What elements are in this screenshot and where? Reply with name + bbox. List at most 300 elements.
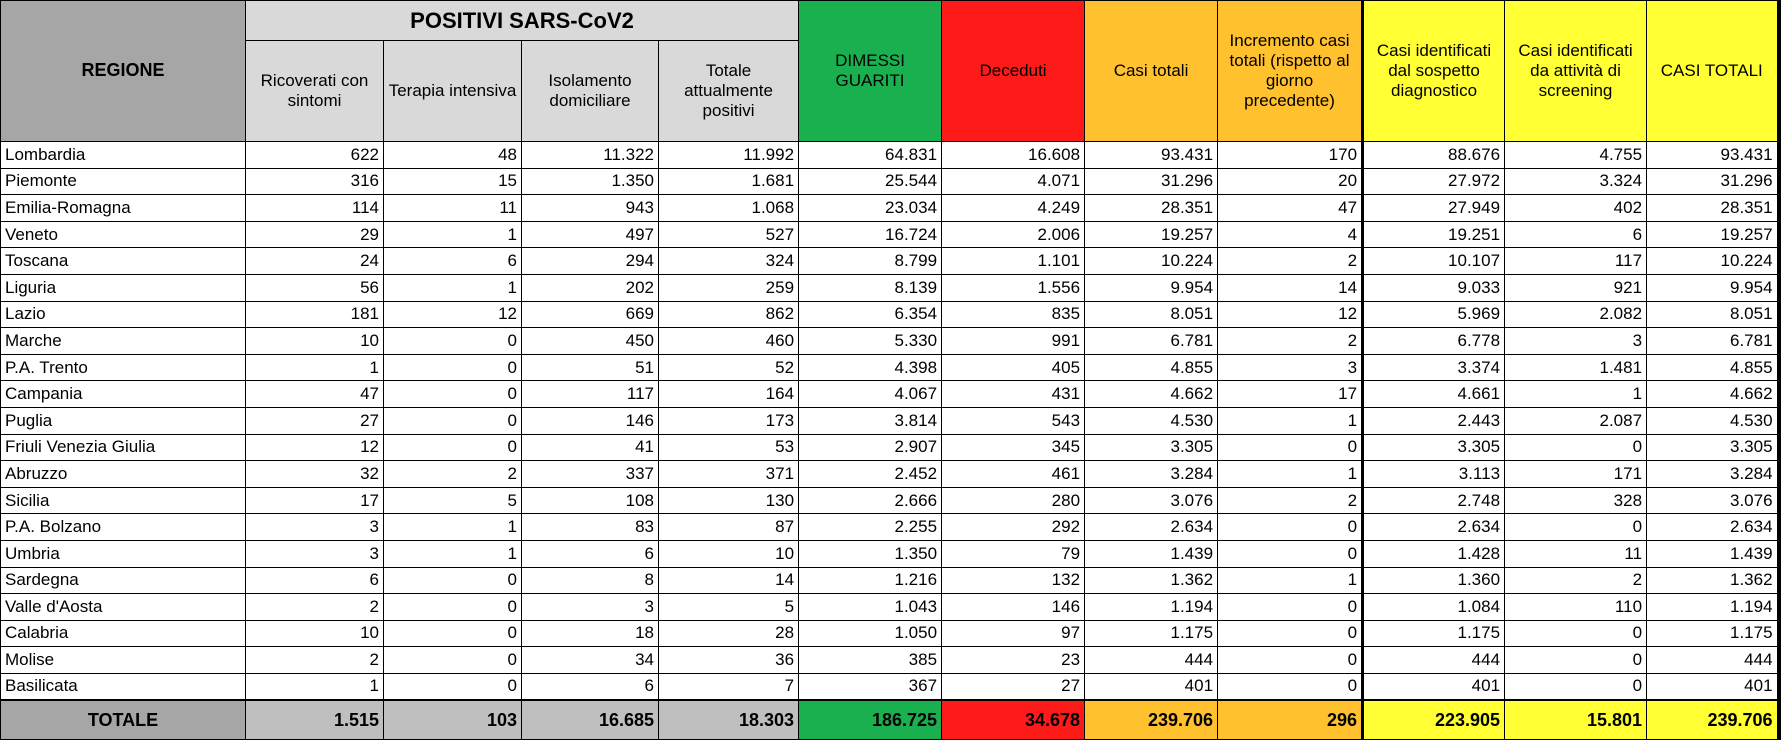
table-cell: 8.051	[1085, 301, 1218, 328]
table-cell: 4.755	[1505, 142, 1647, 169]
header-casi-totali: Casi totali	[1085, 1, 1218, 142]
table-row	[1, 540, 1779, 567]
table-cell: 56	[246, 274, 384, 301]
table-cell: 1.194	[1085, 594, 1218, 621]
table-row	[1, 301, 1779, 328]
table-row	[1, 407, 1779, 434]
table-cell: 3.305	[1085, 434, 1218, 461]
table-cell: 444	[1647, 647, 1779, 674]
header-deceduti: Deceduti	[942, 1, 1085, 142]
header-incremento: Incremento casi totali (rispetto al giorno precedente)	[1218, 1, 1363, 142]
table-cell: 2.452	[799, 461, 942, 488]
table-cell: 9.954	[1085, 274, 1218, 301]
table-cell: 622	[246, 142, 384, 169]
table-cell: 0	[384, 567, 522, 594]
table-cell: 170	[1218, 142, 1363, 169]
table-cell: 3.076	[1647, 487, 1779, 514]
header-screening: Casi identificati da attività di screening	[1505, 1, 1647, 142]
table-cell: 114	[246, 195, 384, 222]
region-name: Sardegna	[1, 567, 246, 594]
table-cell: 3.284	[1647, 461, 1779, 488]
table-cell: 292	[942, 514, 1085, 541]
totals-cell: 239.706	[1647, 700, 1779, 740]
table-cell: 328	[1505, 487, 1647, 514]
region-name: Puglia	[1, 407, 246, 434]
header-casi-totali-caps: CASI TOTALI	[1647, 1, 1779, 142]
table-cell: 2	[1505, 567, 1647, 594]
table-cell: 0	[384, 354, 522, 381]
table-cell: 202	[522, 274, 659, 301]
table-cell: 11	[384, 195, 522, 222]
table-cell: 10	[246, 328, 384, 355]
table-cell: 181	[246, 301, 384, 328]
table-cell: 18	[522, 620, 659, 647]
table-cell: 1.350	[799, 540, 942, 567]
table-cell: 19.257	[1647, 221, 1779, 248]
totals-cell: 239.706	[1085, 700, 1218, 740]
table-cell: 1	[1218, 461, 1363, 488]
table-cell: 460	[659, 328, 799, 355]
table-cell: 8	[522, 567, 659, 594]
table-cell: 4.855	[1085, 354, 1218, 381]
table-cell: 3.305	[1363, 434, 1505, 461]
table-cell: 0	[1505, 434, 1647, 461]
table-cell: 41	[522, 434, 659, 461]
table-cell: 280	[942, 487, 1085, 514]
table-cell: 0	[1218, 540, 1363, 567]
table-cell: 6	[522, 540, 659, 567]
table-cell: 5	[384, 487, 522, 514]
table-cell: 6.781	[1647, 328, 1779, 355]
table-cell: 0	[384, 647, 522, 674]
table-cell: 9.954	[1647, 274, 1779, 301]
table-cell: 171	[1505, 461, 1647, 488]
totals-cell: 15.801	[1505, 700, 1647, 740]
region-name: Calabria	[1, 620, 246, 647]
region-name: Marche	[1, 328, 246, 355]
table-cell: 1.556	[942, 274, 1085, 301]
table-cell: 173	[659, 407, 799, 434]
table-cell: 0	[1505, 620, 1647, 647]
table-cell: 0	[384, 328, 522, 355]
table-cell: 108	[522, 487, 659, 514]
table-cell: 3	[246, 540, 384, 567]
table-cell: 0	[384, 673, 522, 700]
table-row	[1, 381, 1779, 408]
table-cell: 132	[942, 567, 1085, 594]
table-row	[1, 434, 1779, 461]
table-cell: 2.255	[799, 514, 942, 541]
table-cell: 32	[246, 461, 384, 488]
table-cell: 27.949	[1363, 195, 1505, 222]
table-cell: 11	[1505, 540, 1647, 567]
table-cell: 1.216	[799, 567, 942, 594]
table-cell: 27.972	[1363, 168, 1505, 195]
table-cell: 1.439	[1647, 540, 1779, 567]
table-row	[1, 195, 1779, 222]
table-cell: 3.374	[1363, 354, 1505, 381]
header-positivi-group: POSITIVI SARS-CoV2	[246, 1, 799, 41]
table-cell: 4.530	[1085, 407, 1218, 434]
table-cell: 1	[1218, 407, 1363, 434]
table-cell: 259	[659, 274, 799, 301]
table-cell: 835	[942, 301, 1085, 328]
totals-cell: 1.515	[246, 700, 384, 740]
table-cell: 28.351	[1085, 195, 1218, 222]
table-cell: 2	[1218, 487, 1363, 514]
table-cell: 47	[1218, 195, 1363, 222]
table-cell: 31.296	[1647, 168, 1779, 195]
table-cell: 10	[659, 540, 799, 567]
table-cell: 2	[1218, 328, 1363, 355]
table-cell: 4.067	[799, 381, 942, 408]
totals-row	[1, 700, 1779, 740]
table-cell: 1.481	[1505, 354, 1647, 381]
table-cell: 146	[522, 407, 659, 434]
table-row	[1, 248, 1779, 275]
table-cell: 294	[522, 248, 659, 275]
table-cell: 9.033	[1363, 274, 1505, 301]
table-row	[1, 461, 1779, 488]
region-name: Molise	[1, 647, 246, 674]
table-cell: 2.634	[1647, 514, 1779, 541]
table-cell: 8.139	[799, 274, 942, 301]
table-cell: 371	[659, 461, 799, 488]
table-cell: 4.662	[1085, 381, 1218, 408]
table-cell: 12	[1218, 301, 1363, 328]
table-cell: 2.634	[1085, 514, 1218, 541]
table-cell: 1.360	[1363, 567, 1505, 594]
table-cell: 0	[1218, 620, 1363, 647]
header-ricoverati: Ricoverati con sintomi	[246, 41, 384, 142]
table-row	[1, 487, 1779, 514]
totals-cell: 34.678	[942, 700, 1085, 740]
table-cell: 0	[384, 381, 522, 408]
table-cell: 27	[246, 407, 384, 434]
table-cell: 10.224	[1647, 248, 1779, 275]
table-cell: 51	[522, 354, 659, 381]
table-cell: 401	[1363, 673, 1505, 700]
totals-label: TOTALE	[1, 700, 246, 740]
region-name: Umbria	[1, 540, 246, 567]
table-cell: 2.006	[942, 221, 1085, 248]
table-cell: 5.969	[1363, 301, 1505, 328]
region-name: Valle d'Aosta	[1, 594, 246, 621]
table-row	[1, 274, 1779, 301]
totals-cell: 16.685	[522, 700, 659, 740]
table-cell: 2	[384, 461, 522, 488]
table-cell: 1	[384, 540, 522, 567]
table-row	[1, 514, 1779, 541]
table-cell: 2	[246, 594, 384, 621]
table-cell: 5	[659, 594, 799, 621]
header-isolamento: Isolamento domiciliare	[522, 41, 659, 142]
table-cell: 367	[799, 673, 942, 700]
table-cell: 1	[246, 673, 384, 700]
table-cell: 316	[246, 168, 384, 195]
table-cell: 3.284	[1085, 461, 1218, 488]
table-cell: 1.068	[659, 195, 799, 222]
table-cell: 405	[942, 354, 1085, 381]
table-cell: 5.330	[799, 328, 942, 355]
region-name: Campania	[1, 381, 246, 408]
header-dimessi-guariti: DIMESSI GUARITI	[799, 1, 942, 142]
table-cell: 1.050	[799, 620, 942, 647]
table-cell: 2.082	[1505, 301, 1647, 328]
region-name: Abruzzo	[1, 461, 246, 488]
table-cell: 23	[942, 647, 1085, 674]
table-cell: 324	[659, 248, 799, 275]
table-cell: 6	[522, 673, 659, 700]
table-row	[1, 221, 1779, 248]
table-cell: 862	[659, 301, 799, 328]
table-cell: 1.043	[799, 594, 942, 621]
table-cell: 921	[1505, 274, 1647, 301]
table-cell: 3.113	[1363, 461, 1505, 488]
table-cell: 34	[522, 647, 659, 674]
table-cell: 444	[1085, 647, 1218, 674]
table-cell: 527	[659, 221, 799, 248]
table-cell: 1.194	[1647, 594, 1779, 621]
region-name: P.A. Bolzano	[1, 514, 246, 541]
table-cell: 431	[942, 381, 1085, 408]
table-cell: 14	[1218, 274, 1363, 301]
table-cell: 87	[659, 514, 799, 541]
table-cell: 1.428	[1363, 540, 1505, 567]
totals-cell: 186.725	[799, 700, 942, 740]
table-row	[1, 168, 1779, 195]
table-cell: 0	[384, 594, 522, 621]
table-cell: 401	[1647, 673, 1779, 700]
table-cell: 1	[246, 354, 384, 381]
table-cell: 497	[522, 221, 659, 248]
table-cell: 88.676	[1363, 142, 1505, 169]
table-cell: 20	[1218, 168, 1363, 195]
table-cell: 53	[659, 434, 799, 461]
table-cell: 1.439	[1085, 540, 1218, 567]
table-cell: 2	[1218, 248, 1363, 275]
totals-cell: 18.303	[659, 700, 799, 740]
table-cell: 1	[384, 274, 522, 301]
region-name: Lombardia	[1, 142, 246, 169]
table-cell: 2.443	[1363, 407, 1505, 434]
table-cell: 15	[384, 168, 522, 195]
table-cell: 2.748	[1363, 487, 1505, 514]
table-cell: 4.249	[942, 195, 1085, 222]
table-cell: 0	[1218, 514, 1363, 541]
table-cell: 0	[1505, 647, 1647, 674]
table-cell: 6	[1505, 221, 1647, 248]
table-cell: 1.362	[1085, 567, 1218, 594]
table-cell: 6	[384, 248, 522, 275]
table-cell: 4.398	[799, 354, 942, 381]
table-cell: 7	[659, 673, 799, 700]
region-name: Friuli Venezia Giulia	[1, 434, 246, 461]
table-cell: 450	[522, 328, 659, 355]
table-cell: 17	[246, 487, 384, 514]
table-cell: 24	[246, 248, 384, 275]
table-cell: 16.608	[942, 142, 1085, 169]
region-name: P.A. Trento	[1, 354, 246, 381]
table-cell: 28.351	[1647, 195, 1779, 222]
table-cell: 79	[942, 540, 1085, 567]
table-cell: 12	[384, 301, 522, 328]
table-cell: 6.778	[1363, 328, 1505, 355]
table-cell: 8.051	[1647, 301, 1779, 328]
table-cell: 12	[246, 434, 384, 461]
region-name: Veneto	[1, 221, 246, 248]
table-row	[1, 328, 1779, 355]
totals-cell: 103	[384, 700, 522, 740]
table-cell: 4	[1218, 221, 1363, 248]
region-name: Piemonte	[1, 168, 246, 195]
table-cell: 16.724	[799, 221, 942, 248]
table-cell: 6	[246, 567, 384, 594]
table-cell: 130	[659, 487, 799, 514]
region-name: Lazio	[1, 301, 246, 328]
table-cell: 14	[659, 567, 799, 594]
table-cell: 3	[1218, 354, 1363, 381]
table-cell: 0	[384, 407, 522, 434]
table-cell: 3	[246, 514, 384, 541]
table-cell: 3	[1505, 328, 1647, 355]
table-cell: 1	[384, 221, 522, 248]
table-cell: 64.831	[799, 142, 942, 169]
table-cell: 1	[384, 514, 522, 541]
header-terapia-intensiva: Terapia intensiva	[384, 41, 522, 142]
table-cell: 402	[1505, 195, 1647, 222]
table-row	[1, 142, 1779, 169]
table-cell: 97	[942, 620, 1085, 647]
table-cell: 1.175	[1647, 620, 1779, 647]
table-cell: 4.530	[1647, 407, 1779, 434]
table-cell: 0	[1218, 673, 1363, 700]
table-cell: 19.257	[1085, 221, 1218, 248]
table-cell: 461	[942, 461, 1085, 488]
region-name: Toscana	[1, 248, 246, 275]
header-totale-positivi: Totale attualmente positivi	[659, 41, 799, 142]
table-cell: 11.322	[522, 142, 659, 169]
table-cell: 29	[246, 221, 384, 248]
table-cell: 1.362	[1647, 567, 1779, 594]
table-cell: 0	[384, 620, 522, 647]
table-cell: 83	[522, 514, 659, 541]
table-cell: 943	[522, 195, 659, 222]
table-cell: 0	[1505, 514, 1647, 541]
table-cell: 401	[1085, 673, 1218, 700]
table-row	[1, 354, 1779, 381]
table-cell: 93.431	[1647, 142, 1779, 169]
table-cell: 31.296	[1085, 168, 1218, 195]
table-cell: 117	[522, 381, 659, 408]
table-cell: 3.324	[1505, 168, 1647, 195]
table-cell: 345	[942, 434, 1085, 461]
table-cell: 10.224	[1085, 248, 1218, 275]
table-cell: 27	[942, 673, 1085, 700]
region-name: Sicilia	[1, 487, 246, 514]
totals-cell: 296	[1218, 700, 1363, 740]
table-cell: 19.251	[1363, 221, 1505, 248]
table-cell: 146	[942, 594, 1085, 621]
table-cell: 3.076	[1085, 487, 1218, 514]
table-cell: 2.087	[1505, 407, 1647, 434]
table-row	[1, 647, 1779, 674]
table-row	[1, 673, 1779, 700]
table-row	[1, 567, 1779, 594]
table-cell: 6.354	[799, 301, 942, 328]
table-cell: 25.544	[799, 168, 942, 195]
region-name: Basilicata	[1, 673, 246, 700]
table-cell: 2.666	[799, 487, 942, 514]
table-cell: 3.814	[799, 407, 942, 434]
table-row	[1, 620, 1779, 647]
table-cell: 337	[522, 461, 659, 488]
table-cell: 1.101	[942, 248, 1085, 275]
table-cell: 10	[246, 620, 384, 647]
table-cell: 0	[1218, 594, 1363, 621]
table-cell: 4.661	[1363, 381, 1505, 408]
table-cell: 93.431	[1085, 142, 1218, 169]
table-cell: 4.071	[942, 168, 1085, 195]
table-cell: 1.084	[1363, 594, 1505, 621]
table-cell: 28	[659, 620, 799, 647]
table-cell: 10.107	[1363, 248, 1505, 275]
table-cell: 3.305	[1647, 434, 1779, 461]
table-cell: 0	[1218, 647, 1363, 674]
totals-cell: 223.905	[1363, 700, 1505, 740]
table-cell: 52	[659, 354, 799, 381]
table-cell: 17	[1218, 381, 1363, 408]
table-cell: 164	[659, 381, 799, 408]
table-cell: 0	[1505, 673, 1647, 700]
table-cell: 110	[1505, 594, 1647, 621]
header-sospetto-diagnostico: Casi identificati dal sospetto diagnostico	[1363, 1, 1505, 142]
table-cell: 23.034	[799, 195, 942, 222]
table-cell: 0	[384, 434, 522, 461]
table-cell: 2	[246, 647, 384, 674]
table-row	[1, 594, 1779, 621]
table-cell: 385	[799, 647, 942, 674]
table-cell: 444	[1363, 647, 1505, 674]
table-cell: 1.350	[522, 168, 659, 195]
table-cell: 1.175	[1363, 620, 1505, 647]
table-cell: 117	[1505, 248, 1647, 275]
table-cell: 36	[659, 647, 799, 674]
table-cell: 991	[942, 328, 1085, 355]
header-regione: REGIONE	[1, 1, 246, 142]
region-name: Emilia-Romagna	[1, 195, 246, 222]
table-cell: 6.781	[1085, 328, 1218, 355]
table-cell: 4.855	[1647, 354, 1779, 381]
table-cell: 2.634	[1363, 514, 1505, 541]
region-name: Liguria	[1, 274, 246, 301]
table-cell: 669	[522, 301, 659, 328]
table-cell: 11.992	[659, 142, 799, 169]
table-cell: 48	[384, 142, 522, 169]
table-cell: 47	[246, 381, 384, 408]
table-cell: 543	[942, 407, 1085, 434]
table-body	[1, 142, 1779, 700]
table-cell: 1.175	[1085, 620, 1218, 647]
table-cell: 4.662	[1647, 381, 1779, 408]
table-cell: 8.799	[799, 248, 942, 275]
table-cell: 0	[1218, 434, 1363, 461]
table-cell: 1	[1505, 381, 1647, 408]
table-cell: 3	[522, 594, 659, 621]
table-cell: 1.681	[659, 168, 799, 195]
table-cell: 1	[1218, 567, 1363, 594]
table-cell: 2.907	[799, 434, 942, 461]
